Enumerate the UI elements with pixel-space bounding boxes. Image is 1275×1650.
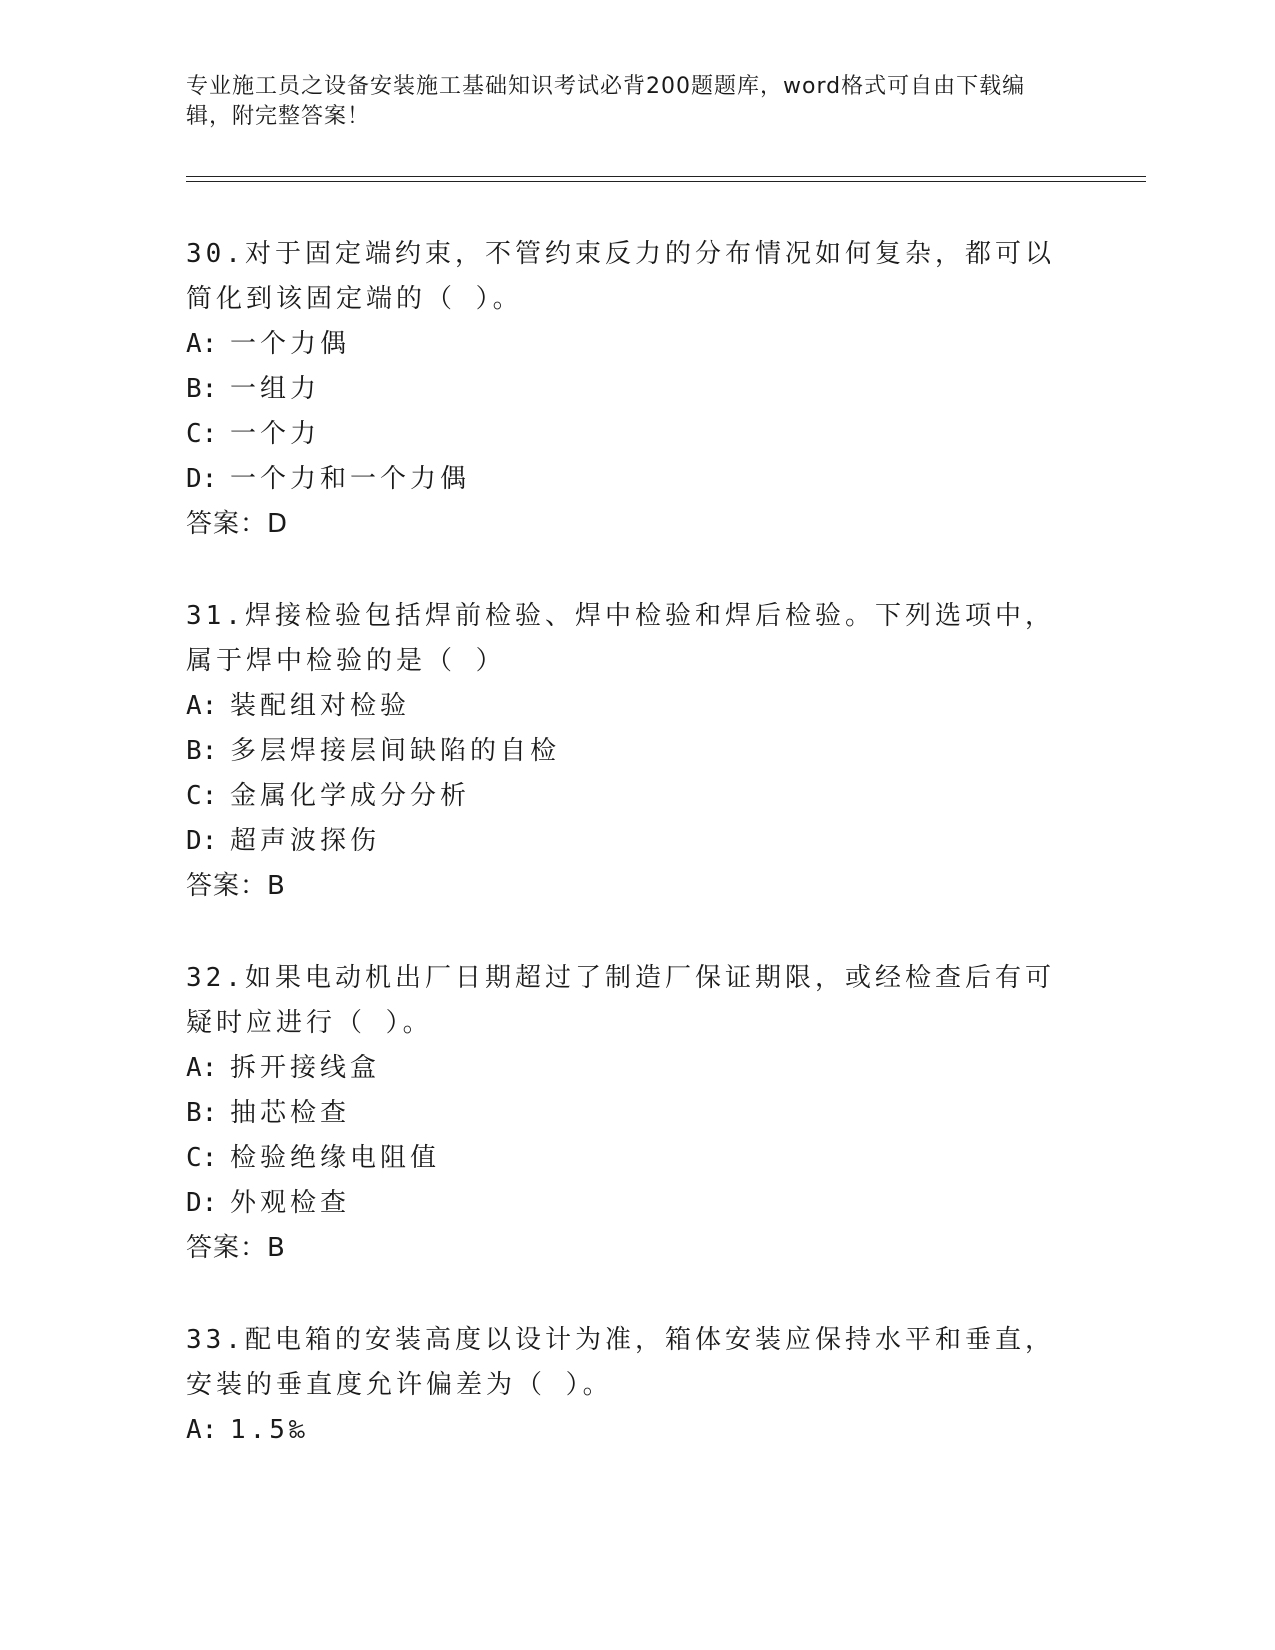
option-letter: A: [186, 691, 218, 721]
option-letter: B: [186, 736, 218, 766]
option-letter: D: [186, 826, 218, 856]
option-b [186, 367, 1066, 412]
option-text: 1.5‰ [230, 1415, 309, 1445]
option-a [186, 1408, 1066, 1453]
question-stem: 配电箱的安装高度以设计为准，箱体安装应保持水平和垂直，安装的垂直度允许偏差为（ ）。 [186, 1325, 1055, 1400]
option-letter: B: [186, 374, 218, 404]
option-letter: A: [186, 1415, 218, 1445]
option-letter: A: [186, 329, 218, 359]
question-number: 32. [186, 963, 245, 993]
option-c [186, 412, 1066, 457]
option-b [186, 729, 1066, 774]
option-text: 装配组对检验 [230, 691, 411, 721]
option-text: 一个力和一个力偶 [230, 464, 471, 494]
question-33 [186, 1318, 1066, 1453]
question-text [186, 956, 1066, 1046]
question-number: 31. [186, 601, 245, 631]
option-letter: A: [186, 1053, 218, 1083]
option-a [186, 684, 1066, 729]
question-stem: 对于固定端约束，不管约束反力的分布情况如何复杂，都可以简化到该固定端的（ ）。 [186, 239, 1055, 314]
option-d [186, 1181, 1066, 1226]
option-a [186, 322, 1066, 367]
option-letter: D: [186, 464, 218, 494]
option-d [186, 457, 1066, 502]
option-text: 金属化学成分分析 [230, 781, 471, 811]
option-text: 多层焊接层间缺陷的自检 [230, 736, 561, 766]
option-a [186, 1046, 1066, 1091]
question-stem: 焊接检验包括焊前检验、焊中检验和焊后检验。下列选项中，属于焊中检验的是（ ） [186, 601, 1055, 676]
option-text: 检验绝缘电阻值 [230, 1143, 441, 1173]
answer-line: 答案：B [186, 871, 286, 901]
header-divider-top [186, 176, 1146, 177]
option-c [186, 1136, 1066, 1181]
question-stem: 如果电动机出厂日期超过了制造厂保证期限，或经检查后有可疑时应进行（ ）。 [186, 963, 1055, 1038]
option-text: 拆开接线盒 [230, 1053, 381, 1083]
answer-line: 答案：B [186, 1233, 286, 1263]
question-number: 33. [186, 1325, 245, 1355]
option-d [186, 819, 1066, 864]
option-text: 一个力偶 [230, 329, 351, 359]
option-letter: C: [186, 419, 218, 449]
answer-line: 答案：D [186, 509, 289, 539]
option-text: 抽芯检查 [230, 1098, 351, 1128]
option-letter: D: [186, 1188, 218, 1218]
question-31 [186, 594, 1066, 909]
option-c [186, 774, 1066, 819]
option-letter: C: [186, 1143, 218, 1173]
option-text: 超声波探伤 [230, 826, 381, 856]
header-divider-bottom [186, 181, 1146, 182]
question-text [186, 1318, 1066, 1408]
question-text [186, 594, 1066, 684]
option-text: 一个力 [230, 419, 321, 449]
option-b [186, 1091, 1066, 1136]
option-text: 一组力 [230, 374, 321, 404]
question-32 [186, 956, 1066, 1271]
question-text [186, 232, 1066, 322]
document-title: 专业施工员之设备安装施工基础知识考试必背200题题库，word格式可自由下载编辑，附完整答案！ [186, 74, 1026, 129]
option-text: 外观检查 [230, 1188, 351, 1218]
question-30 [186, 232, 1066, 547]
option-letter: B: [186, 1098, 218, 1128]
question-number: 30. [186, 239, 245, 269]
option-letter: C: [186, 781, 218, 811]
